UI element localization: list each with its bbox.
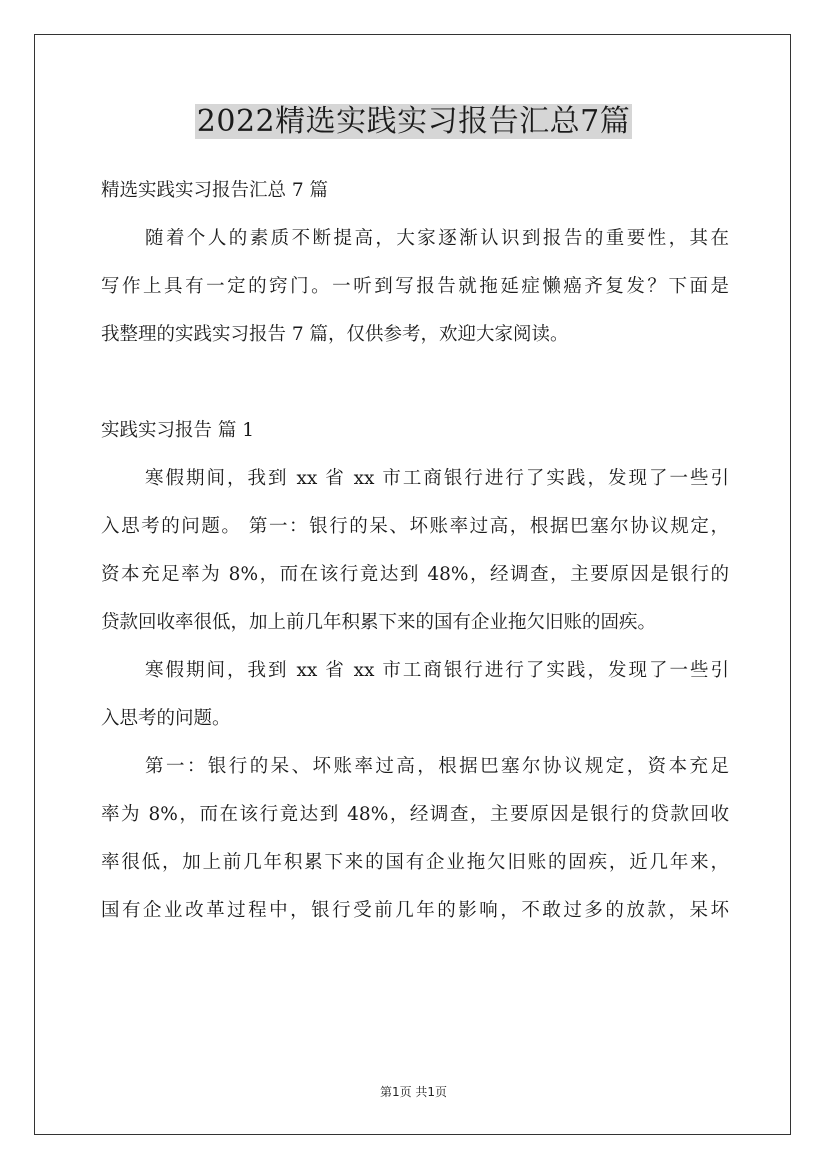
intro-paragraph [101, 215, 729, 359]
paragraph-line: 第一：银行的呆、坏账率过高，根据巴塞尔协议规定，资本充足 [145, 756, 729, 777]
paragraph-line: 寒假期间，我到 xx 省 xx 市工商银行进行了实践，发现了一些引 [145, 468, 729, 489]
intro-line: 随着个人的素质不断提高，大家逐渐认识到报告的重要性，其在 [145, 228, 729, 249]
document-title [0, 100, 827, 144]
section-heading: 实践实习报告 篇 1 [101, 420, 255, 441]
paragraph-line: 入思考的问题。 [101, 708, 231, 729]
paragraph-line: 率很低，加上前几年积累下来的国有企业拖欠旧账的固疾，近几年来， [101, 852, 729, 873]
paragraph-line: 国有企业改革过程中，银行受前几年的影响，不敢过多的放款，呆坏 [101, 900, 729, 921]
paragraph-line: 率为 8%，而在该行竟达到 48%，经调查，主要原因是银行的贷款回收 [101, 804, 729, 825]
intro-line: 我整理的实践实习报告 7 篇，仅供参考，欢迎大家阅读。 [101, 324, 569, 345]
intro-line: 写作上具有一定的窍门。一听到写报告就拖延症懒癌齐复发？下面是 [101, 276, 729, 297]
section1-paragraph-3 [101, 743, 729, 935]
document-body [101, 167, 729, 935]
section1-paragraph-1 [101, 455, 729, 647]
subtitle: 精选实践实习报告汇总 7 篇 [101, 180, 329, 201]
page-footer [0, 1084, 827, 1100]
section1-paragraph-2 [101, 647, 729, 743]
paragraph-line: 寒假期间，我到 xx 省 xx 市工商银行进行了实践，发现了一些引 [145, 660, 729, 681]
paragraph-line: 资本充足率为 8%，而在该行竟达到 48%，经调查，主要原因是银行的 [101, 564, 729, 585]
paragraph-line: 贷款回收率很低，加上前几年积累下来的国有企业拖欠旧账的固疾。 [101, 612, 657, 633]
page-number: 第1页 共1页 [379, 1085, 448, 1099]
document-title-text: 2022精选实践实习报告汇总7篇 [196, 104, 631, 139]
blank-line [101, 359, 729, 407]
paragraph-line: 入思考的问题。 第一：银行的呆、坏账率过高，根据巴塞尔协议规定， [101, 516, 729, 537]
